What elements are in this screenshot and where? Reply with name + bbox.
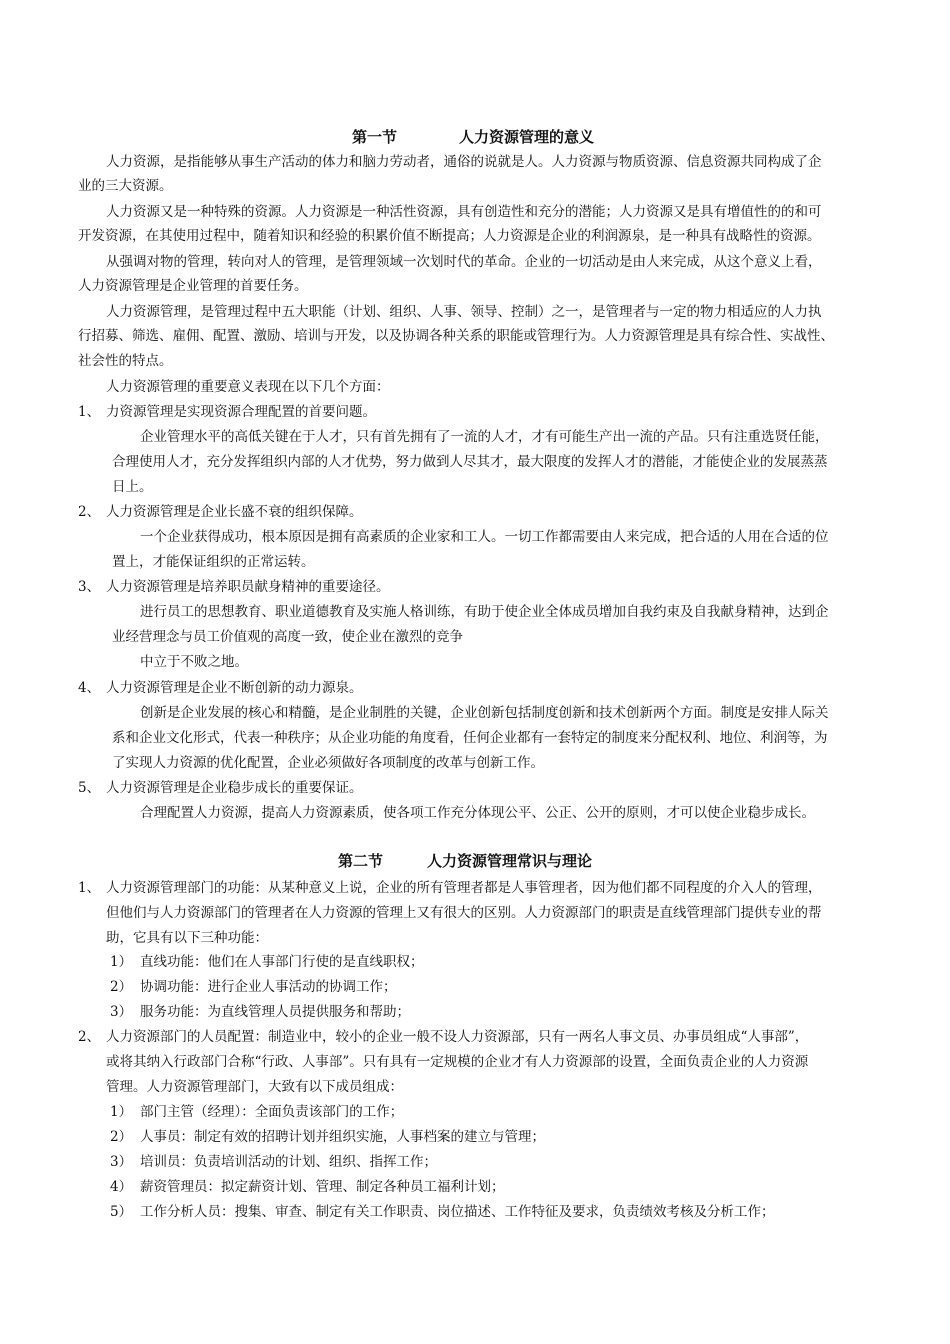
list-item-title: 力资源管理是实现资源合理配置的首要问题。 bbox=[106, 404, 376, 420]
sub-list-item: 部门主管（经理）：全面负责该部门的工作； bbox=[140, 1104, 404, 1120]
paragraph-line: 人力资源管理的重要意义表现在以下几个方面： bbox=[106, 379, 390, 395]
list-item-title: 人力资源管理是企业长盛不衰的组织保障。 bbox=[106, 504, 363, 520]
paragraph-line: 一个企业获得成功，根本原因是拥有高素质的企业家和工人。一切工作都需要由人来完成，把合适的人用在合适的位 bbox=[140, 529, 829, 545]
paragraph-line: 进行员工的思想教育、职业道德教育及实施人格训练，有助于使企业全体成员增加自我约束及自我献身精神，达到企 bbox=[140, 604, 829, 620]
list-number: 4、 bbox=[78, 680, 101, 696]
section-2-heading bbox=[338, 851, 592, 871]
paragraph-line: 人力资源部门的人员配置：制造业中，较小的企业一般不设人力资源部，只有一两名人事文员、办事员组成“人事部”， bbox=[106, 1029, 809, 1045]
sub-list-number: 2） bbox=[110, 1129, 133, 1145]
paragraph-line: 置上，才能保证组织的正常运转。 bbox=[112, 554, 315, 570]
sub-list-item: 薪资管理员：拟定薪资计划、管理、制定各种员工福利计划； bbox=[140, 1179, 505, 1195]
section-2-label: 第二节 bbox=[338, 852, 384, 870]
paragraph-line: 了实现人力资源的优化配置，企业必须做好各项制度的改革与创新工作。 bbox=[112, 755, 544, 771]
list-item-title: 人力资源管理是企业不断创新的动力源泉。 bbox=[106, 680, 363, 696]
list-number: 3、 bbox=[78, 579, 101, 595]
list-item-title: 人力资源管理是企业稳步成长的重要保证。 bbox=[106, 780, 363, 796]
list-item-title: 人力资源管理是培养职员献身精神的重要途径。 bbox=[106, 579, 390, 595]
paragraph-line: 业的三大资源。 bbox=[78, 178, 173, 194]
paragraph-line: 人力资源管理，是管理过程中五大职能（计划、组织、人事、领导、控制）之一，是管理者与一定的物力相适应的人力执 bbox=[106, 304, 822, 320]
sub-list-number: 3） bbox=[110, 1154, 133, 1170]
paragraph-line: 创新是企业发展的核心和精髓，是企业制胜的关键，企业创新包括制度创新和技术创新两个方面。制度是安排人际关 bbox=[140, 705, 829, 721]
paragraph-line: 助，它具有以下三种功能： bbox=[106, 930, 268, 946]
sub-list-item: 工作分析人员：搜集、审查、制定有关工作职责、岗位描述、工作特征及要求，负责绩效考核及分析工作； bbox=[140, 1204, 775, 1220]
list-number: 1、 bbox=[78, 880, 101, 896]
paragraph-line: 合理使用人才，充分发挥组织内部的人才优势，努力做到人尽其才，最大限度的发挥人才的潜能，才能使企业的发展蒸蒸 bbox=[112, 454, 828, 470]
sub-list-item: 服务功能：为直线管理人员提供服务和帮助； bbox=[140, 1004, 410, 1020]
paragraph-line: 开发资源，在其使用过程中，随着知识和经验的积累价值不断提高；人力资源是企业的利润源泉，是一种具有战略性的资源。 bbox=[78, 228, 821, 244]
sub-list-item: 培训员：负责培训活动的计划、组织、指挥工作； bbox=[140, 1154, 437, 1170]
list-number: 5、 bbox=[78, 780, 101, 796]
section-1-label: 第一节 bbox=[352, 128, 398, 146]
paragraph-line: 人力资源管理是企业管理的首要任务。 bbox=[78, 278, 308, 294]
list-number: 2、 bbox=[78, 1029, 101, 1045]
paragraph-line: 中立于不败之地。 bbox=[140, 654, 248, 670]
paragraph-line: 合理配置人力资源，提高人力资源素质，使各项工作充分体现公平、公正、公开的原则，才可以使企业稳步成长。 bbox=[140, 805, 815, 821]
sub-list-item: 协调功能：进行企业人事活动的协调工作； bbox=[140, 979, 397, 995]
list-number: 2、 bbox=[78, 504, 101, 520]
paragraph-line: 人力资源又是一种特殊的资源。人力资源是一种活性资源，具有创造性和充分的潜能；人力资源又是具有增值性的的和可 bbox=[106, 204, 822, 220]
paragraph-line: 系和企业文化形式，代表一种秩序；从企业功能的角度看，任何企业都有一套特定的制度来分配权利、地位、利润等，为 bbox=[112, 730, 828, 746]
section-1-title: 人力资源管理的意义 bbox=[459, 128, 595, 146]
sub-list-number: 3） bbox=[110, 1004, 133, 1020]
sub-list-number: 1） bbox=[110, 1104, 133, 1120]
list-number: 1、 bbox=[78, 404, 101, 420]
paragraph-line: 管理。人力资源管理部门，大致有以下成员组成： bbox=[106, 1079, 403, 1095]
sub-list-number: 1） bbox=[110, 954, 133, 970]
sub-list-item: 人事员：制定有效的招聘计划并组织实施，人事档案的建立与管理； bbox=[140, 1129, 545, 1145]
sub-list-number: 2） bbox=[110, 979, 133, 995]
sub-list-item: 直线功能：他们在人事部门行使的是直线职权； bbox=[140, 954, 424, 970]
section-1-heading bbox=[352, 127, 594, 147]
paragraph-line: 人力资源，是指能够从事生产活动的体力和脑力劳动者，通俗的说就是人。人力资源与物质资源、信息资源共同构成了企 bbox=[106, 154, 822, 170]
paragraph-line: 行招募、筛选、雇佣、配置、激励、培训与开发，以及协调各种关系的职能或管理行为。人力资源管理是具有综合性、实战性、 bbox=[78, 328, 834, 344]
paragraph-line: 但他们与人力资源部门的管理者在人力资源的管理上又有很大的区别。人力资源部门的职责是直线管理部门提供专业的帮 bbox=[106, 905, 822, 921]
paragraph-line: 日上。 bbox=[112, 479, 153, 495]
paragraph-line: 业经营理念与员工价值观的高度一致，使企业在激烈的竞争 bbox=[112, 629, 463, 645]
paragraph-line: 人力资源管理部门的功能：从某种意义上说，企业的所有管理者都是人事管理者，因为他们都不同程度的介入人的管理， bbox=[106, 880, 822, 896]
paragraph-line: 社会性的特点。 bbox=[78, 353, 173, 369]
sub-list-number: 5） bbox=[110, 1204, 133, 1220]
section-2-title: 人力资源管理常识与理论 bbox=[427, 852, 593, 870]
paragraph-line: 从强调对物的管理，转向对人的管理，是管理领域一次划时代的革命。企业的一切活动是由人来完成，从这个意义上看， bbox=[106, 254, 822, 270]
sub-list-number: 4） bbox=[110, 1179, 133, 1195]
paragraph-line: 或将其纳入行政部门合称“行政、人事部”。只有具有一定规模的企业才有人力资源部的设置，全面负责企业的人力资源 bbox=[106, 1054, 809, 1070]
paragraph-line: 企业管理水平的高低关键在于人才，只有首先拥有了一流的人才，才有可能生产出一流的产品。只有注重选贤任能， bbox=[140, 429, 829, 445]
